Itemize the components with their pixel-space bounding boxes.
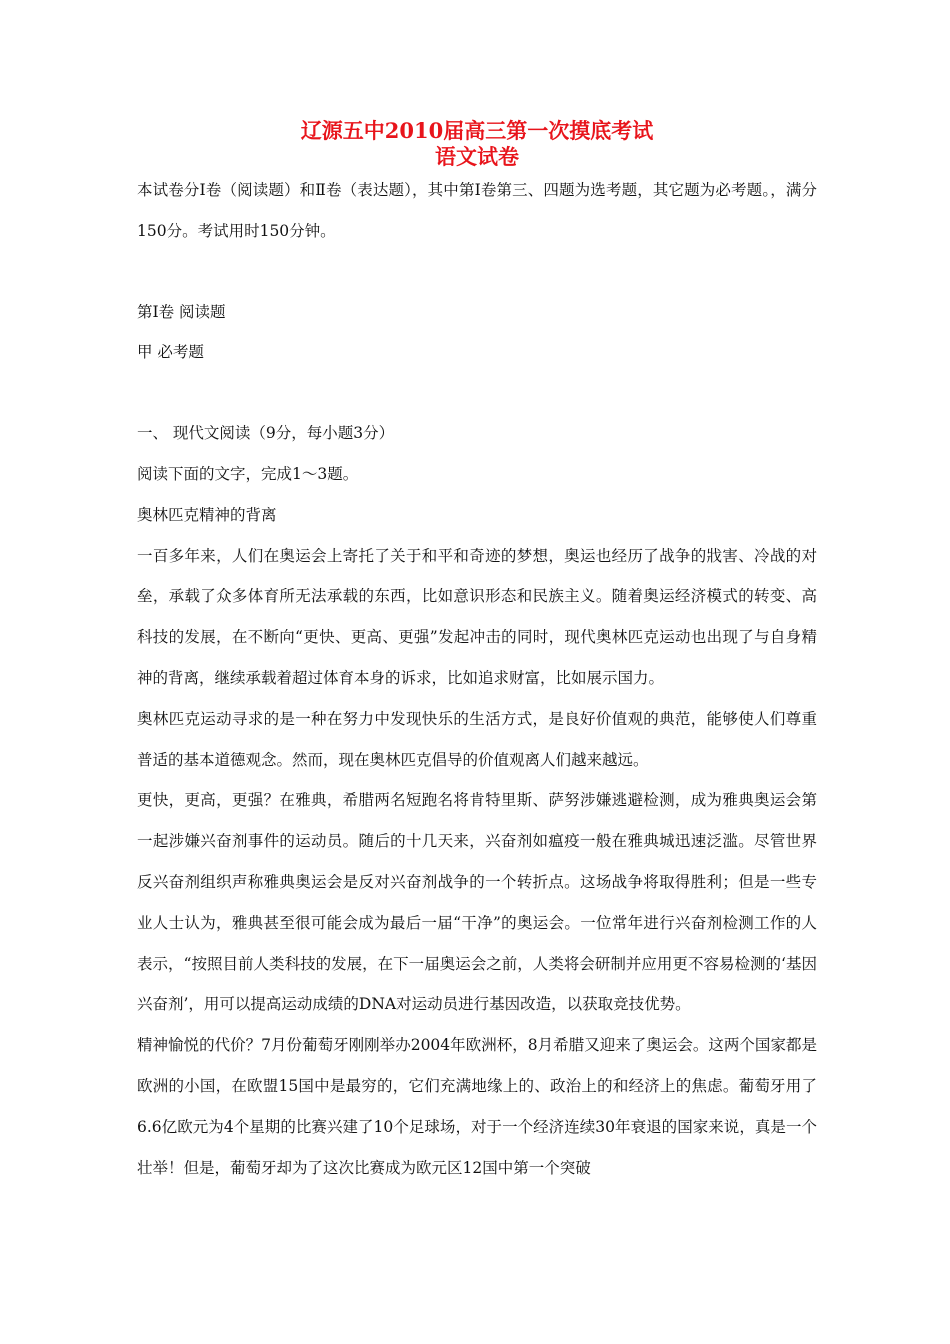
- exam-title: 辽源五中2010届高三第一次摸底考试: [300, 118, 654, 143]
- article-paragraph: 精神愉悦的代价？7月份葡萄牙刚刚举办2004年欧洲杯，8月希腊又迎来了奥运会。这两个国家都是欧洲的小国，在欧盟15国中是最穷的，它们充满地缘上的、政治上的和经济上的焦虑。葡萄牙用了6.6亿欧元为4个星期的比赛兴建了10个足球场，对于一个经济连续30年衰退的国家来说，真是一个壮举！但是，葡萄牙却为了这次比赛成为欧元区12国中第一个突破: [137, 1036, 817, 1177]
- article-paragraph: 更快，更高，更强？在雅典，希腊两名短跑名将肯特里斯、萨努涉嫌逃避检测，成为雅典奥运会第一起涉嫌兴奋剂事件的运动员。随后的十几天来，兴奋剂如瘟疫一般在雅典城迅速泛滥。尽管世界反兴奋剂组织声称雅典奥运会是反对兴奋剂战争的一个转折点。这场战争将取得胜利；但是一些专业人士认为，雅典甚至很可能会成为最后一届“干净”的奥运会。一位常年进行兴奋剂检测工作的人表示，“按照目前人类科技的发展，在下一届奥运会之前，人类将会研制并应用更不容易检测的‘基因兴奋剂’，用可以提高运动成绩的DNA对运动员进行基因改造，以获取竞技优势。: [137, 791, 817, 1014]
- exam-subtitle: 语文试卷: [435, 144, 519, 169]
- article-paragraph: 奥林匹克运动寻求的是一种在努力中发现快乐的生活方式，是良好价值观的典范，能够使人们尊重普适的基本道德观念。然而，现在奥林匹克倡导的价值观离人们越来越远。: [137, 709, 817, 769]
- article-title: 奥林匹克精神的背离: [137, 505, 277, 524]
- volume-heading: 第Ⅰ卷 阅读题: [137, 302, 226, 321]
- question-heading: 一、 现代文阅读（9分，每小题3分）: [137, 424, 395, 443]
- article-paragraph: 一百多年来，人们在奥运会上寄托了关于和平和奇迹的梦想，奥运也经历了战争的戕害、冷战的对垒，承载了众多体育所无法承载的东西，比如意识形态和民族主义。随着奥运经济模式的转变、高科技的发展，在不断向“更快、更高、更强”发起冲击的同时，现代奥林匹克运动也出现了与自身精神的背离，继续承载着超过体育本身的诉求，比如追求财富，比如展示国力。: [137, 546, 817, 687]
- part-heading: 甲 必考题: [137, 343, 204, 362]
- question-instruction: 阅读下面的文字，完成1～3题。: [137, 464, 359, 483]
- document-page: [137, 118, 817, 1188]
- spacer: [137, 252, 817, 292]
- spacer: [137, 373, 817, 413]
- exam-intro: 本试卷分Ⅰ卷（阅读题）和Ⅱ卷（表达题），其中第Ⅰ卷第三、四题为选考题，其它题为必考题。，满分150分。考试用时150分钟。: [137, 181, 817, 240]
